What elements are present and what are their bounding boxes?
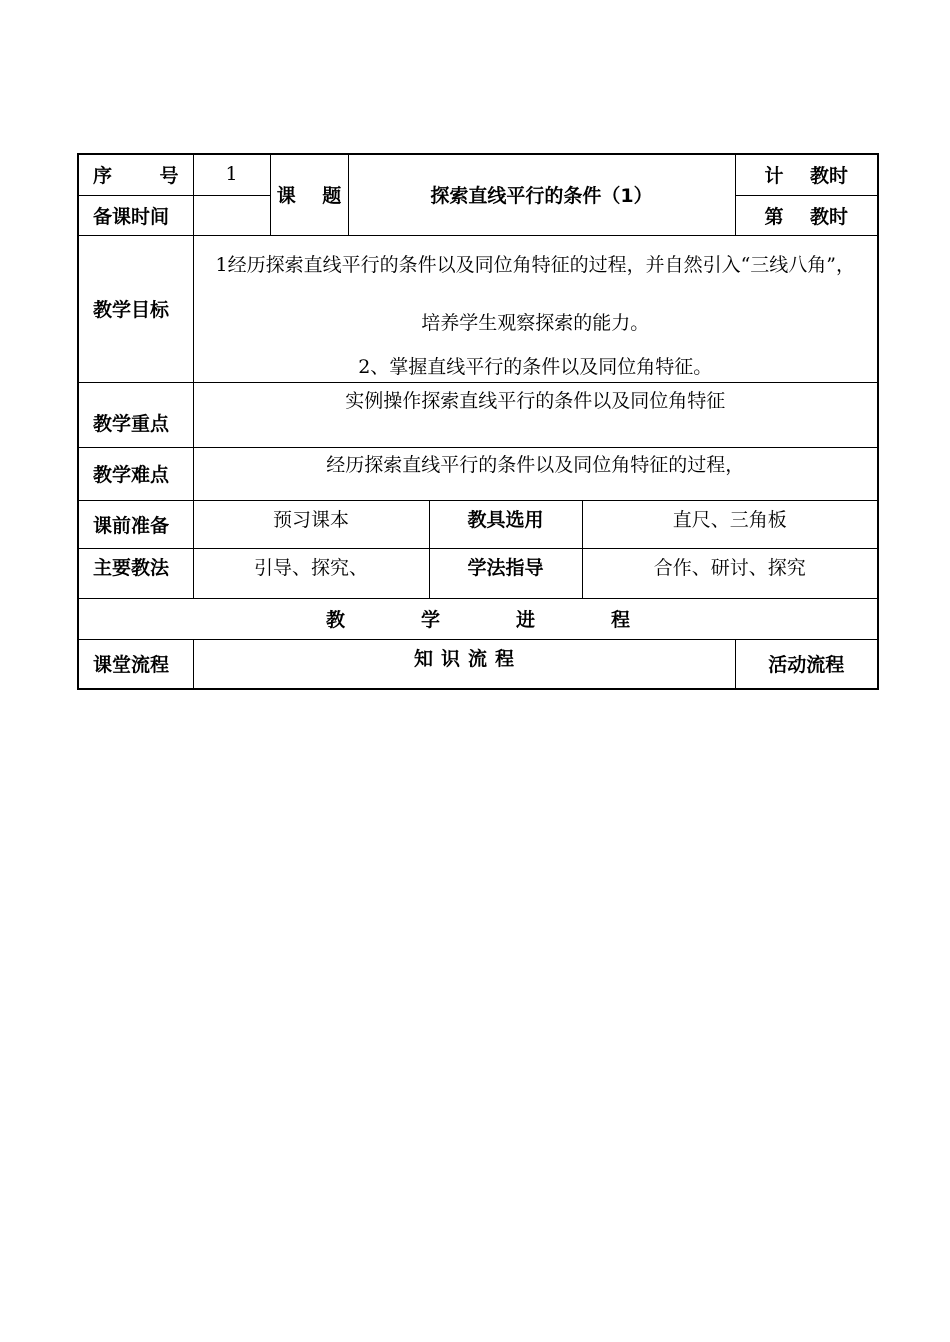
- key-point-label: 教学重点: [78, 382, 193, 447]
- lesson-number: 第 教时: [735, 195, 878, 235]
- objectives-label: 教学目标: [78, 235, 193, 382]
- tools-value: 直尺、三角板: [582, 500, 878, 548]
- preparation-label: 课前准备: [78, 500, 193, 548]
- topic-label: 课 题: [270, 154, 348, 235]
- activity-flow-header: 活动流程: [735, 639, 878, 689]
- preparation-value: 预习课本: [193, 500, 429, 548]
- guide-value: 合作、研讨、探究: [582, 548, 878, 598]
- objective-1: 1经历探索直线平行的条件以及同位角特征的过程，并自然引入“三线八角”，培养学生观察探索的能力。: [215, 253, 856, 334]
- topic-value: 探索直线平行的条件（1）: [348, 154, 735, 235]
- objectives-content: [193, 235, 878, 382]
- seq-label: 序 号: [78, 154, 193, 195]
- methods-value: 引导、探究、: [193, 548, 429, 598]
- seq-value: 1: [193, 154, 270, 195]
- key-point-value: 实例操作探索直线平行的条件以及同位角特征: [193, 382, 878, 447]
- prep-time-label: 备课时间: [78, 195, 193, 235]
- teaching-process-title: 教 学 进 程: [78, 598, 878, 639]
- methods-label: 主要教法: [78, 548, 193, 598]
- class-flow-label: 课堂流程: [78, 639, 193, 689]
- difficulty-value: 经历探索直线平行的条件以及同位角特征的过程，: [193, 447, 878, 500]
- guide-label: 学法指导: [429, 548, 582, 598]
- objective-2: 2、掌握直线平行的条件以及同位角特征。: [358, 355, 713, 378]
- prep-time-value: [193, 195, 270, 235]
- total-hours: 计 教时: [735, 154, 878, 195]
- lesson-plan-table: [77, 153, 879, 690]
- knowledge-flow-header: 知 识 流 程: [193, 639, 735, 689]
- tools-label: 教具选用: [429, 500, 582, 548]
- difficulty-label: 教学难点: [78, 447, 193, 500]
